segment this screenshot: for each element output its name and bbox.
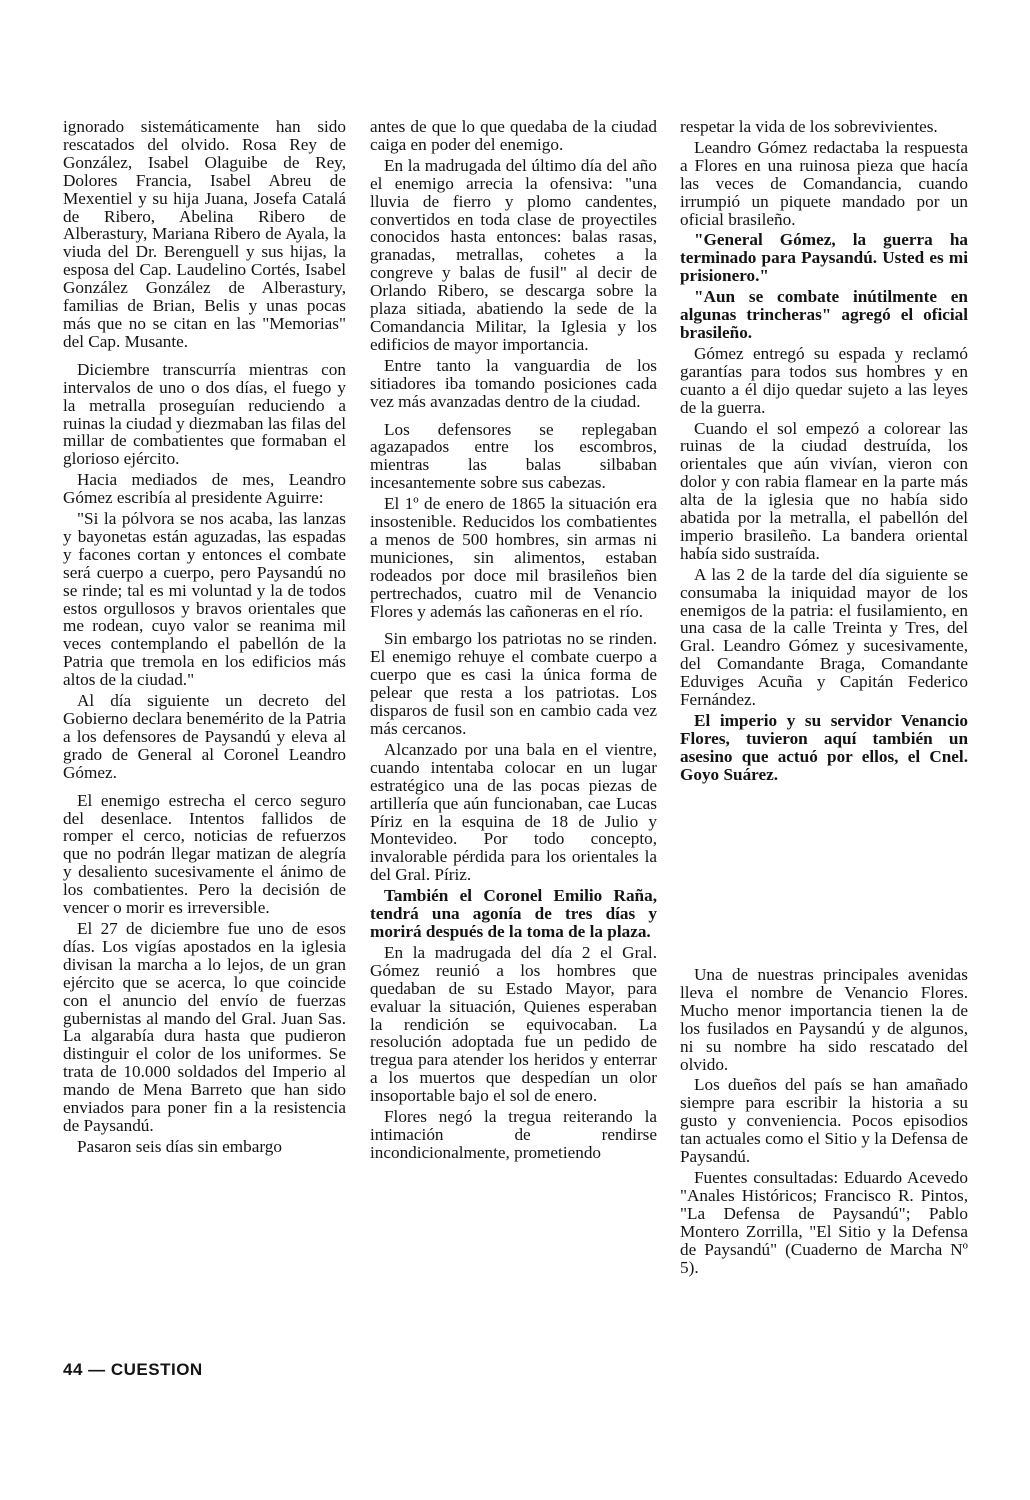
quote-paragraph: "Si la pólvora se nos acaba, las lanzas y bayonetas están aguzadas, las espadas y facones cortan y entonces el combate será cuerpo a cuerpo, pero Paysandú no se rinde; tal es mi voluntad y la de todos estos orgullosos y bravos orientales que me rodean, cuyo valor se reanima mil veces contemplando el pabellón de la Patria que tremola en los edificios más altos de la ciudad." <box>63 509 346 690</box>
paragraph: Gómez entregó su espada y reclamó garantías para todos sus hombres y en cuanto a él dijo quedar sujeto a las leyes de la guerra. <box>680 343 968 417</box>
paragraph: Una de nuestras principales avenidas lleva el nombre de Venancio Flores. Mucho menor importancia tienen la de los fusilados en Paysandú y de algunos, ni su nombre ha sido rescatado del olvido. <box>680 965 968 1074</box>
column-2 <box>370 118 657 1165</box>
paragraph: El imperio y su servidor Venancio Flores, tuvieron aquí también un asesino que actuó por ellos, el Cnel. Goyo Suárez. <box>680 711 968 784</box>
paragraph: Cuando el sol empezó a colorear las ruinas de la ciudad destruída, los orientales que aún vivían, vieron con dolor y con rabia flamear en la parte más alta de la iglesia que no había sido abatida por la metralla, el pabellón del imperio brasileño. La bandera oriental había sido sustraída. <box>680 418 968 563</box>
paragraph: El 27 de diciembre fue uno de esos días. Los vigías apostados en la iglesia divisan la marcha a lo lejos, de un gran ejército que se acerca, lo que coincide con el anuncio del envío de fuerzas gubernistas al mando del Gral. Juan Sas. La algarabía dura hasta que pudieron distinguir el color de los uniformes. Se trata de 10.000 soldados del Imperio al mando de Mena Barreto que han sido enviados para poner fin a la resistencia de Paysandú. <box>63 918 346 1135</box>
paragraph: "Aun se combate inútilmente en algunas trincheras" agregó el oficial brasileño. <box>680 287 968 342</box>
paragraph: El enemigo estrecha el cerco seguro del desenlace. Intentos fallidos de romper el cerco, noticias de refuerzos que no podrán llegar matizan de alegría y desaliento sucesivamente el ánimo de los combatientes. Pero la decisión de vencer o morir es irreversible. <box>63 790 346 918</box>
column-1 <box>63 118 346 1159</box>
paragraph: Hacia mediados de mes, Leandro Gómez escribía al presidente Aguirre: <box>63 470 346 508</box>
paragraph: En la madrugada del último día del año el enemigo arrecia la ofensiva: "una lluvia de fierro y plomo candentes, convertidos en toda clase de proyectiles conocidos hasta entonces: balas rasas, granadas, metrallas, cohetes a la congreve y balas de fusil" al decir de Orlando Ribero, se descarga sobre la plaza sitiada, abatiendo la sede de la Comandancia Militar, la Iglesia y los edificios de mayor importancia. <box>370 155 657 354</box>
paragraph: Los dueños del país se han amañado siempre para escribir la historia a su gusto y conveniencia. Pocos episodios tan actuales como el Sitio y la Defensa de Paysandú. <box>680 1075 968 1167</box>
paragraph: En la madrugada del día 2 el Gral. Gómez reunió a los hombres que quedaban de su Estado Mayor, para evaluar la situación, Quienes esperaban la rendición se equivocaban. La resolución adoptada fue un pedido de tregua para atender los heridos y enterrar a los muertos que despedían un olor insoportable bajo el sol de enero. <box>370 942 657 1106</box>
paragraph: Los defensores se replegaban agazapados entre los escombros, mientras las balas silbaban incesantemente sobre sus cabezas. <box>370 419 657 493</box>
paragraph: Alcanzado por una bala en el vientre, cuando intentaba colocar en un lugar estratégico una de las pocas piezas de artillería que aún funcionaban, cae Lucas Píriz en la esquina de 18 de Julio y Montevideo. Por todo concepto, invalorable pérdida para los orientales la del Gral. Píriz. <box>370 739 657 885</box>
paragraph: El 1º de enero de 1865 la situación era insostenible. Reducidos los combatientes a menos de 500 hombres, sin armas ni municiones, sin alimentos, estaban rodeados por doce mil brasileños bien pertrechados, cuatro mil de Venancio Flores y además las cañoneras en el río. <box>370 494 657 621</box>
paragraph: "General Gómez, la guerra ha terminado para Paysandú. Usted es mi prisionero." <box>680 230 968 286</box>
paragraph: Flores negó la tregua reiterando la intimación de rendirse incondicionalmente, prometiendo <box>370 1107 657 1162</box>
sources-paragraph: Fuentes consultadas: Eduardo Acevedo "Anales Históricos; Francisco R. Pintos, "La Defensa de Paysandú"; Pablo Montero Zorrilla, "El Sitio y la Defensa de Paysandú" (Cuaderno de Marcha Nº 5). <box>680 1167 968 1277</box>
paragraph: Entre tanto la vanguardia de los sitiadores iba tomando posiciones cada vez más avanzadas dentro de la ciudad. <box>370 355 657 411</box>
column-3 <box>680 118 968 787</box>
paragraph: A las 2 de la tarde del día siguiente se consumaba la iniquidad mayor de los enemigos de la patria: el fusilamiento, en una casa de la calle Treinta y Tres, del Gral. Leandro Gómez y sucesivamente, del Comandante Braga, Comandante Eduviges Acuña y Capitán Federico Fernández. <box>680 564 968 710</box>
page-footer: 44 — CUESTION <box>63 1360 203 1379</box>
paragraph: ignorado sistemáticamente han sido rescatados del olvido. Rosa Rey de González, Isabel Olaguibe de Rey, Dolores Francia, Isabel Abreu de Mexentiel y su hija Juana, Josefa Catalá de Ribero, Abelina Ribero de Alberastury, Mariana Ribero de Ayala, la viuda del Dr. Berenguell y sus hijas, la esposa del Cap. Laudelino Cortés, Isabel González González de Alberastury, familias de Brian, Belis y unas pocas más que no se citan en las "Memorias" del Cap. Musante. <box>63 117 346 351</box>
paragraph: Al día siguiente un decreto del Gobierno declara benemérito de la Patria a los defensores de Paysandú y eleva al grado de General al Coronel Leandro Gómez. <box>63 691 346 782</box>
paragraph: Sin embargo los patriotas no se rinden. El enemigo rehuye el combate cuerpo a cuerpo que es casi la única forma de pelear que resta a los patriotas. Los disparos de fusil son en cambio cada vez más cercanos. <box>370 629 657 738</box>
closing-section <box>680 966 968 1279</box>
paragraph: Leandro Gómez redactaba la respuesta a Flores en una ruinosa pieza que hacía las veces de Comandancia, cuando irrumpió un piquete mandado por un oficial brasileño. <box>680 137 968 229</box>
paragraph: Diciembre transcurría mientras con intervalos de uno o dos días, el fuego y la metralla proseguían reduciendo a ruinas la ciudad y diezmaban las filas del millar de combatientes que formaban el glorioso ejército. <box>63 359 347 469</box>
paragraph: respetar la vida de los sobrevivientes. <box>680 117 938 136</box>
paragraph: También el Coronel Emilio Raña, tendrá una agonía de tres días y morirá después de la toma de la plaza. <box>370 886 657 941</box>
paragraph: antes de que lo que quedaba de la ciudad caiga en poder del enemigo. <box>370 117 657 154</box>
paragraph: Pasaron seis días sin embargo <box>77 1136 282 1156</box>
